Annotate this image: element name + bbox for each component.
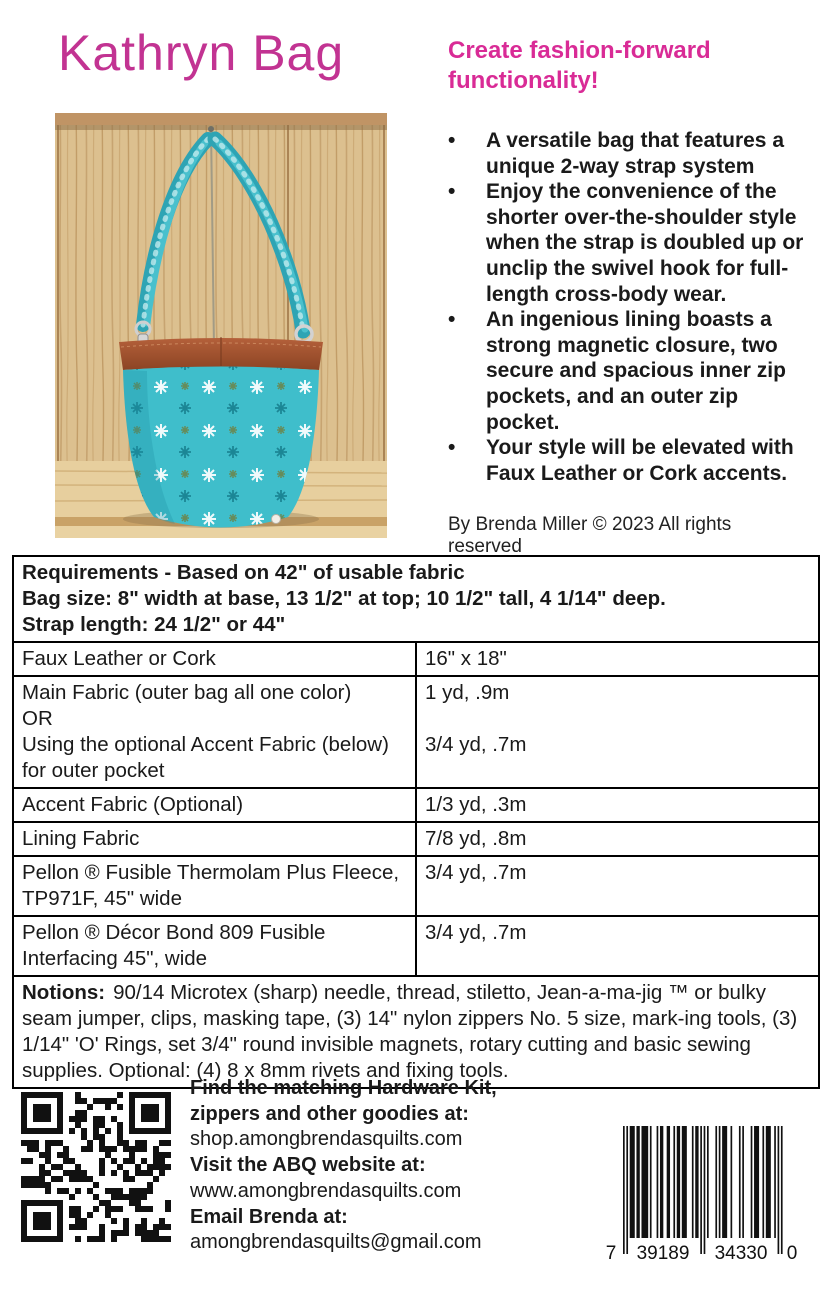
bullet-icon: • [448, 180, 456, 204]
amount-cell: 16" x 18" [416, 642, 819, 676]
byline: By Brenda Miller © 2023 All rights reserved [448, 514, 732, 557]
table-row [13, 676, 819, 788]
bag-photo [55, 113, 387, 538]
feature-text: Your style will be elevated with Faux Leather or Cork accents. [486, 436, 794, 485]
barcode-digit: 7 [605, 1243, 617, 1264]
page-title: Kathryn Bag [58, 25, 345, 81]
amount-cell: 7/8 yd, .8m [416, 822, 819, 856]
bag-photo-illustration [55, 113, 387, 538]
material-cell: Main Fabric (outer bag all one color) OR Using the optional Accent Fabric (below) for outer pocket [13, 676, 416, 788]
contact-line: Visit the ABQ website at: [190, 1154, 426, 1177]
notions-text: 90/14 Microtex (sharp) needle, thread, stiletto, Jean-a-ma-jig ™ or bulky seam jumper, clips, masking tape, (3) 14" nylon zippers No. 5 size, mark-ing tools, (3) 1/14" 'O' Rings, set 3/4" round invisible magnets, rotary cutting and basic sewing supplies. Optional: (4) 8 x 8mm rivets and fixing tools. [22, 981, 798, 1082]
feature-item [448, 307, 810, 435]
upc-barcode [601, 1122, 801, 1264]
website-url: www.amongbrendasquilts.com [190, 1179, 462, 1202]
material-cell: Accent Fabric (Optional) [13, 788, 416, 822]
feature-text: Enjoy the convenience of the shorter over-the-shoulder style when the strap is doubled up or unclip the swivel hook for full-length cross-body wear. [486, 180, 804, 306]
contact-line: zippers and other goodies at: [190, 1102, 469, 1125]
shop-url: shop.amongbrendasquilts.com [190, 1128, 463, 1151]
material-cell: Pellon ® Fusible Thermolam Plus Fleece, TP971F, 45" wide [13, 856, 416, 916]
table-row [13, 642, 819, 676]
table-row [13, 788, 819, 822]
feature-item [448, 435, 810, 486]
contact-line: Find the matching Hardware Kit, [190, 1077, 497, 1099]
bullet-icon: • [448, 436, 456, 460]
email-address: amongbrendasquilts@gmail.com [190, 1231, 482, 1254]
feature-item [448, 179, 810, 307]
material-cell: Faux Leather or Cork [13, 642, 416, 676]
table-row [13, 822, 819, 856]
feature-text: An ingenious lining boasts a strong magnetic closure, two secure and spacious inner zip pockets, and an outer zip pocket. [486, 308, 786, 434]
barcode-digit: 39189 [636, 1243, 690, 1264]
feature-item [448, 128, 810, 179]
table-header-row [13, 556, 819, 642]
contact-info [190, 1076, 560, 1256]
material-cell: Pellon ® Décor Bond 809 Fusible Interfacing 45", wide [13, 916, 416, 976]
tagline: Create fashion-forward functionality! [448, 37, 711, 94]
table-row [13, 856, 819, 916]
notions-row [13, 976, 819, 1088]
feature-list [448, 128, 810, 486]
bag-size-line: Bag size: 8" width at base, 13 1/2" at top; 10 1/2" tall, 4 1/14" deep. [22, 587, 666, 610]
barcode-digit: 0 [786, 1243, 798, 1264]
barcode-digit: 34330 [714, 1243, 768, 1264]
bullet-icon: • [448, 129, 456, 152]
amount-cell: 3/4 yd, .7m [416, 856, 819, 916]
bullet-icon: • [448, 308, 456, 332]
strap-length-line: Strap length: 24 1/2" or 44" [22, 613, 286, 636]
table-row [13, 916, 819, 976]
qr-code [21, 1092, 171, 1242]
amount-cell: 1 yd, .9m 3/4 yd, .7m [416, 676, 819, 788]
requirements-table [12, 555, 820, 1089]
amount-cell: 1/3 yd, .3m [416, 788, 819, 822]
amount-cell: 3/4 yd, .7m [416, 916, 819, 976]
feature-text: A versatile bag that features a unique 2-way strap system [486, 129, 784, 178]
requirements-title: Requirements - Based on 42" of usable fabric [22, 561, 465, 584]
notions-label: Notions: [22, 981, 106, 1004]
contact-line: Email Brenda at: [190, 1205, 348, 1228]
material-cell: Lining Fabric [13, 822, 416, 856]
